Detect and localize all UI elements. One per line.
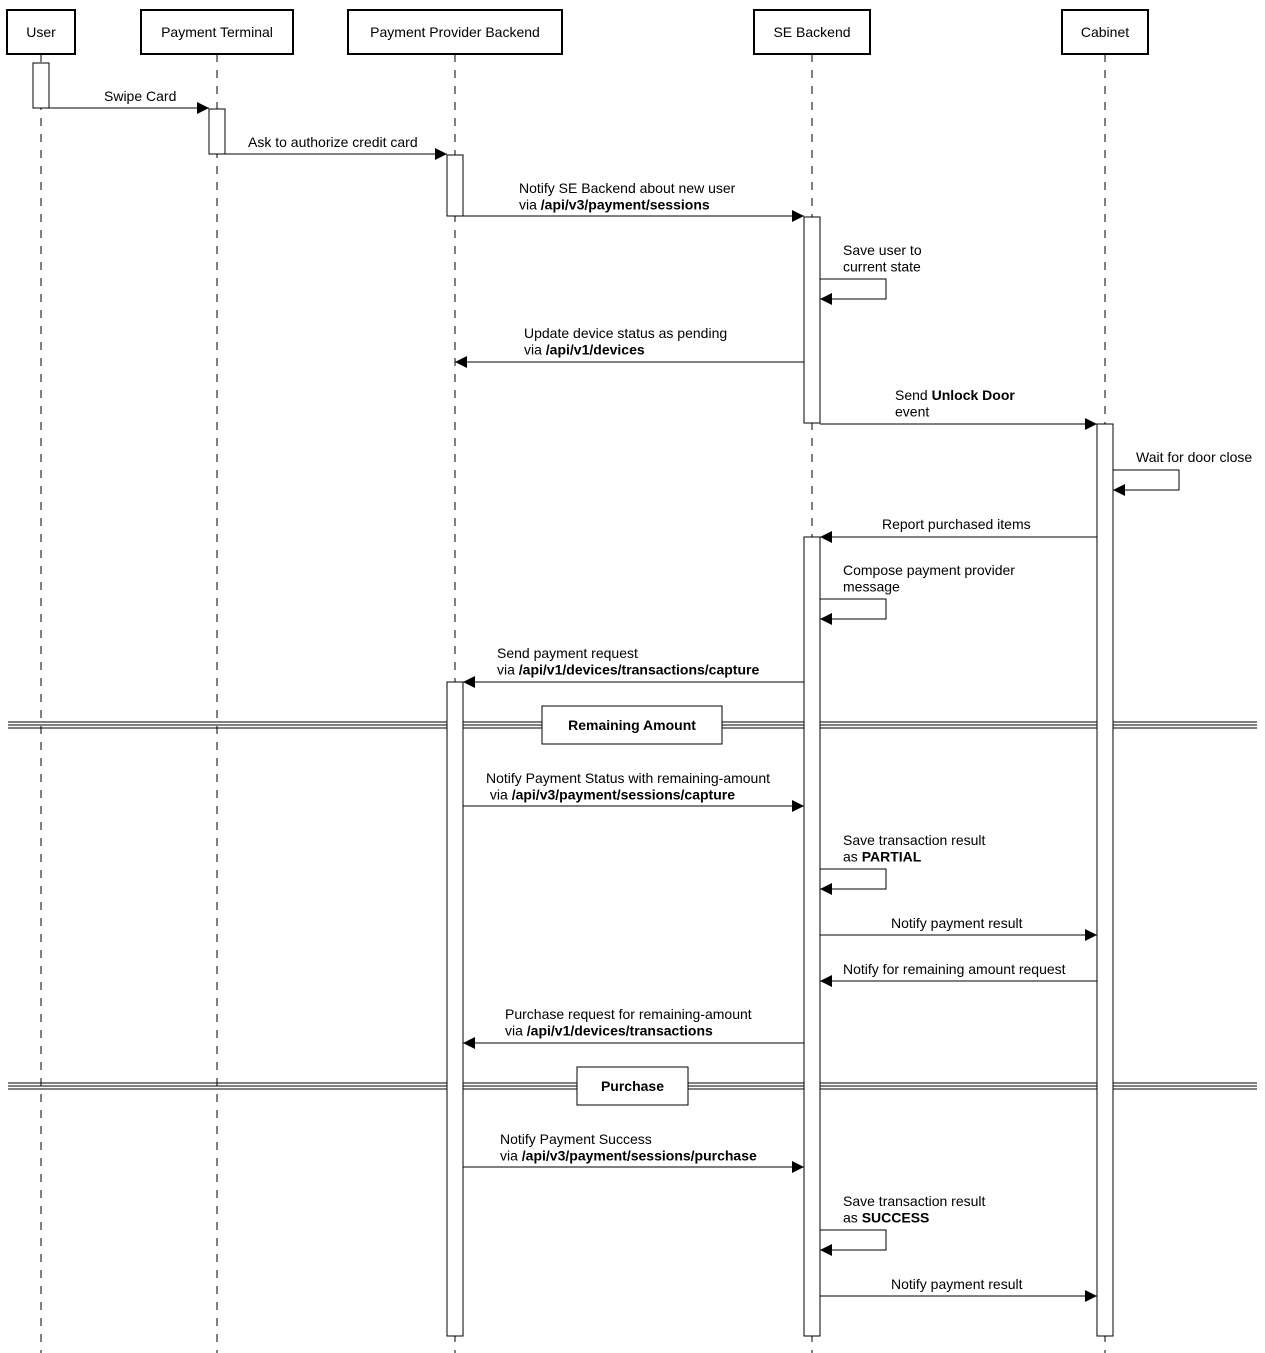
self-message xyxy=(820,242,922,299)
message-label xyxy=(895,404,929,420)
participant-user[interactable] xyxy=(7,10,75,54)
participant-terminal[interactable] xyxy=(141,10,293,54)
message-label-bold-segment: Unlock Door xyxy=(931,387,1015,403)
message-label-segment: message xyxy=(843,578,900,595)
message-label xyxy=(843,1210,929,1226)
message-cabinet-to-se xyxy=(820,961,1097,981)
participant-label: Payment Provider Backend xyxy=(370,24,540,40)
message-label xyxy=(843,849,922,865)
message-label xyxy=(524,342,645,358)
message-label-bold-segment: /api/v3/payment/sessions/purchase xyxy=(521,1147,757,1164)
divider-label: Remaining Amount xyxy=(568,717,696,733)
message-label-segment: via xyxy=(519,196,541,213)
message-label xyxy=(843,242,922,258)
message-label-segment: Compose payment provider xyxy=(843,562,1015,578)
participant-cabinet[interactable] xyxy=(1062,10,1148,54)
self-message-arrow xyxy=(820,599,886,619)
message-label-segment: current state xyxy=(843,258,921,275)
message-label-segment: Ask to authorize credit card xyxy=(248,134,418,150)
message-label-bold-segment: SUCCESS xyxy=(861,1209,930,1226)
message-label xyxy=(519,197,710,213)
message-label-segment: Swipe Card xyxy=(104,88,177,104)
message-label xyxy=(505,1023,713,1039)
message-label xyxy=(486,787,735,803)
self-message xyxy=(820,832,986,889)
message-user-to-terminal xyxy=(49,88,209,108)
participant-label: SE Backend xyxy=(773,24,851,40)
message-label-segment: via xyxy=(486,786,512,803)
message-label-segment: via xyxy=(505,1022,527,1039)
message-label-segment: Notify Payment Success xyxy=(500,1131,652,1147)
section-divider xyxy=(8,1067,1257,1105)
participant-label: User xyxy=(26,24,56,40)
message-label-segment: Send xyxy=(895,387,932,403)
divider-label: Purchase xyxy=(600,1078,665,1094)
message-label xyxy=(1136,449,1252,465)
self-message xyxy=(820,1193,986,1250)
message-label xyxy=(497,645,638,661)
activation-bar-se xyxy=(804,537,820,1336)
self-message-arrow xyxy=(1113,470,1179,490)
message-label-bold-segment: /api/v3/payment/sessions xyxy=(540,196,710,213)
activation-bar-ppb xyxy=(447,155,463,216)
message-label-bold-segment: PARTIAL xyxy=(861,848,922,865)
message-label xyxy=(500,1131,652,1147)
message-label-segment: via xyxy=(497,661,519,678)
message-label xyxy=(519,180,736,196)
message-label xyxy=(843,579,900,595)
activation-bar-cabinet xyxy=(1097,424,1113,1336)
dividers xyxy=(8,706,1257,1105)
message-label xyxy=(891,1276,1023,1292)
message-label-segment: via xyxy=(500,1147,522,1164)
message-label-bold-segment: /api/v1/devices/transactions xyxy=(526,1022,713,1039)
message-label-segment: Report purchased items xyxy=(882,516,1031,532)
message-label xyxy=(843,1193,986,1209)
message-label-segment: as xyxy=(843,1209,862,1226)
self-message-arrow xyxy=(820,869,886,889)
message-label xyxy=(891,915,1023,931)
message-label xyxy=(497,662,759,678)
message-label-segment: event xyxy=(895,403,930,420)
activation-bar-ppb xyxy=(447,682,463,1336)
message-label xyxy=(248,134,418,150)
self-message-arrow xyxy=(820,1230,886,1250)
activation-bar-se xyxy=(804,217,820,423)
message-label xyxy=(882,516,1031,532)
message-label xyxy=(895,387,1015,403)
message-label xyxy=(843,562,1015,578)
message-se-to-cabinet xyxy=(820,387,1097,424)
self-message xyxy=(1113,449,1252,490)
participant-label: Payment Terminal xyxy=(161,24,273,40)
message-label-segment: as xyxy=(843,848,862,865)
message-terminal-to-ppb xyxy=(225,134,447,154)
message-label-segment: Purchase request for remaining-amount xyxy=(505,1006,752,1022)
message-label xyxy=(104,88,176,104)
message-label-segment: Save transaction result xyxy=(843,832,986,848)
activation-bar-user xyxy=(33,63,49,108)
message-label xyxy=(843,259,921,275)
participant-ppb[interactable] xyxy=(348,10,562,54)
message-label-segment: Send payment request xyxy=(497,645,638,661)
message-label-segment: Notify payment result xyxy=(891,1276,1023,1292)
message-label-segment: Notify Payment Status with remaining-amount xyxy=(486,770,771,786)
message-label-segment: Notify SE Backend about new user xyxy=(519,180,736,196)
message-label-segment: Save transaction result xyxy=(843,1193,986,1209)
message-se-to-cabinet xyxy=(820,1276,1097,1296)
message-label xyxy=(500,1148,757,1164)
message-label xyxy=(486,770,770,786)
message-ppb-to-se xyxy=(463,1131,804,1167)
message-label-segment: Wait for door close xyxy=(1136,449,1253,465)
message-ppb-to-se xyxy=(463,180,804,216)
section-divider xyxy=(8,706,1257,744)
message-label-segment: Notify for remaining amount request xyxy=(843,961,1066,977)
message-label-bold-segment: /api/v1/devices xyxy=(545,341,645,358)
message-label-bold-segment: /api/v3/payment/sessions/capture xyxy=(511,786,736,803)
message-ppb-to-se xyxy=(463,770,804,806)
message-se-to-ppb xyxy=(455,325,804,362)
message-se-to-ppb xyxy=(463,645,804,682)
message-label-segment: Notify payment result xyxy=(891,915,1023,931)
participant-headers xyxy=(7,10,1148,54)
messages xyxy=(49,88,1252,1296)
message-label xyxy=(843,961,1066,977)
message-label-segment: Update device status as pending xyxy=(524,325,728,341)
self-message-arrow xyxy=(820,279,886,299)
self-message xyxy=(820,562,1015,619)
message-label-segment: via xyxy=(524,341,546,358)
activation-bar-terminal xyxy=(209,109,225,154)
participant-se[interactable] xyxy=(754,10,870,54)
message-label-bold-segment: /api/v1/devices/transactions/capture xyxy=(518,661,760,678)
message-cabinet-to-se xyxy=(820,516,1097,537)
message-label-segment: Save user to xyxy=(843,242,922,258)
message-se-to-ppb xyxy=(463,1006,804,1043)
message-se-to-cabinet xyxy=(820,915,1097,935)
message-label xyxy=(505,1006,752,1022)
message-label xyxy=(843,832,986,848)
message-label xyxy=(524,325,727,341)
participant-label: Cabinet xyxy=(1080,24,1130,40)
